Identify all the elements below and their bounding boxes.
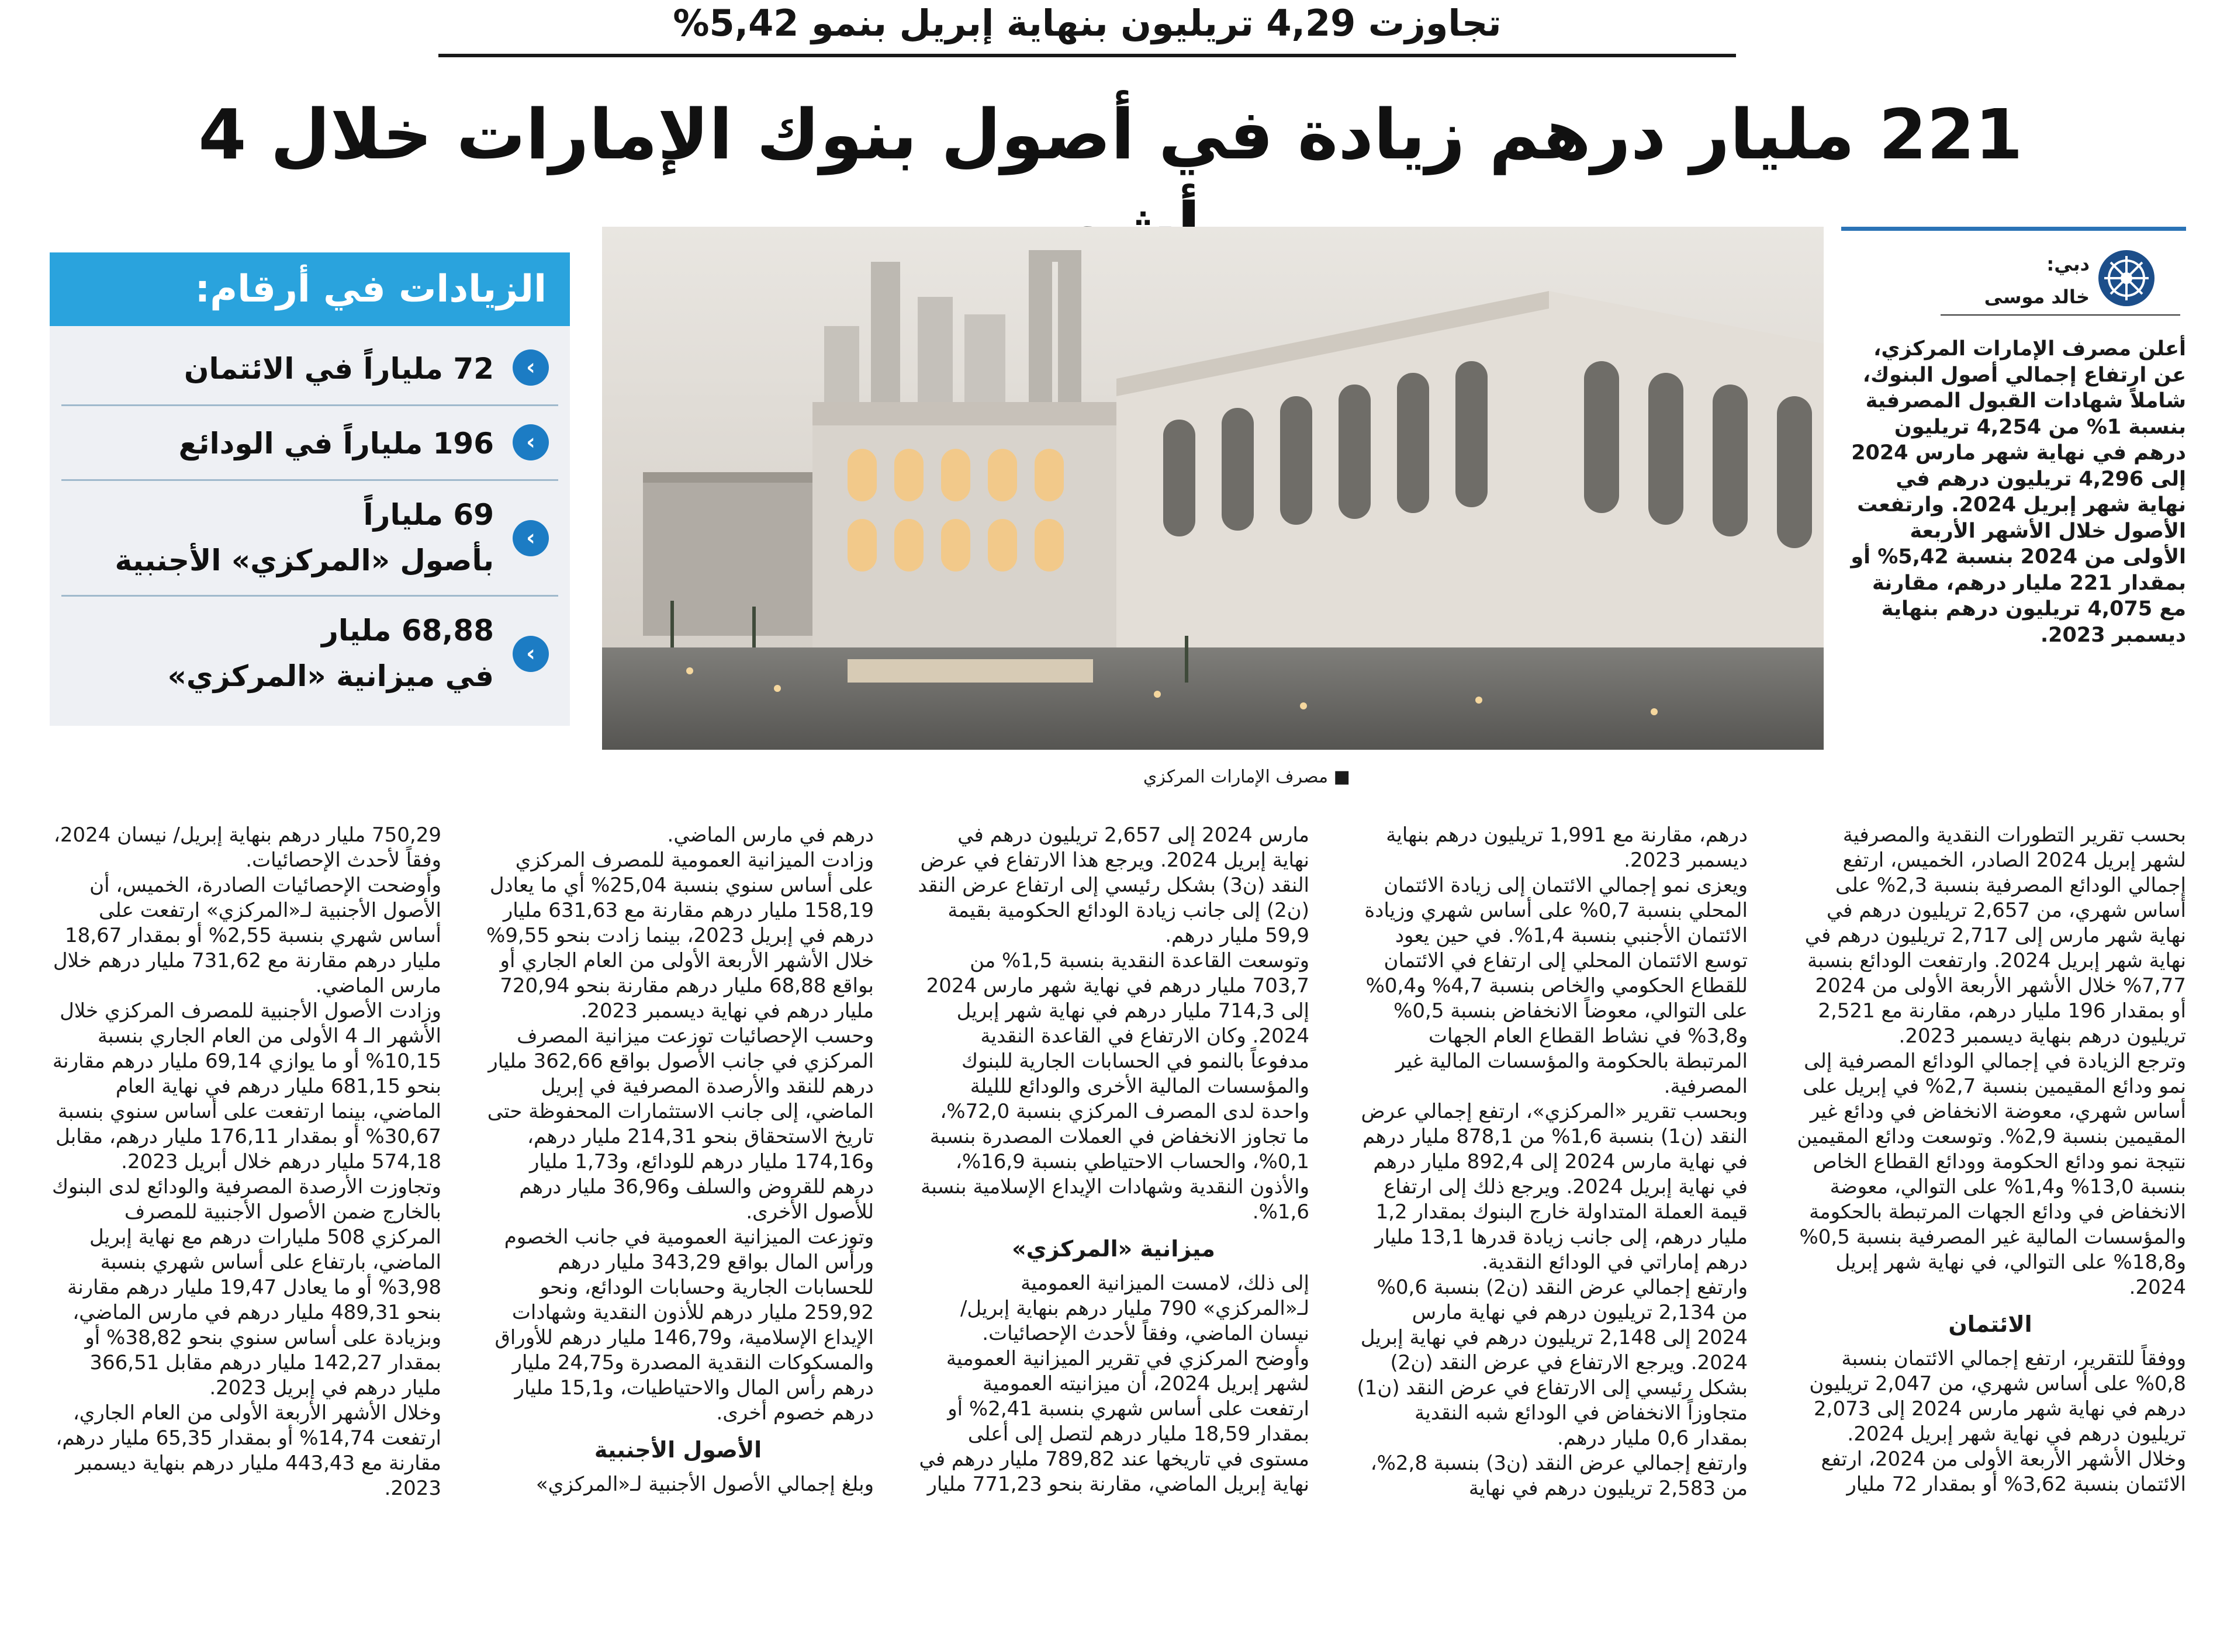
stat-line1: 68,88 مليار xyxy=(321,614,494,647)
article-paragraph: وارتفع إجمالي عرض النقد (ن2) بنسبة 0,6% من 2,134 تريليون درهم في نهاية مارس 2024 إلى 2,148 تريليون درهم في نهاية إبريل 2024. ويرجع الارتفاع في عرض النقد (ن2) بشكل رئيسي إلى الارتفاع في عرض النقد (ن1) متجاوزاً الانخفاض في الودائع شبه النقدية بمقدار 0,6 مليار درهم. xyxy=(1357,1276,1748,1450)
article-paragraph: ووفقاً للتقرير، ارتفع إجمالي الائتمان بنسبة 0,8% على أساس شهري، من 2,047 تريليون درهم في نهاية شهر مارس 2024 إلى 2,073 تريليون درهم في نهاية شهر إبريل 2024. وخلال الأشهر الأربعة الأولى من 2024، ارتفع الائتمان بنسبة 3,62% أو بمقدار 72 مليار xyxy=(1809,1347,2186,1496)
stat-line2: بأصول «المركزي» الأجنبية xyxy=(115,543,494,577)
article-paragraph: مارس 2024 إلى 2,657 تريليون درهم في نهاية إبريل 2024. ويرجع هذا الارتفاع في عرض النقد (ن3) بشكل رئيسي إلى ارتفاع عرض النقد (ن2) إلى جانب زيادة الودائع الحكومية بقيمة 59,9 مليار درهم. xyxy=(918,823,1309,947)
newspaper-logo-icon xyxy=(2098,250,2155,306)
stat-item-credit xyxy=(61,334,558,406)
stats-header xyxy=(50,252,570,326)
author-name: خالد موسى xyxy=(1984,286,2090,308)
stats-title: الزيادات في أرقام: xyxy=(195,268,547,311)
article-column-4 xyxy=(482,823,874,1647)
stat-item-balance-sheet xyxy=(61,600,558,711)
article-paragraph: إلى ذلك، لامست الميزانية العمومية لـ«المركزي» 790 مليار درهم بنهاية إبريل/ نيسان الماضي، وفقاً لأحدث الإحصائيات. xyxy=(960,1272,1309,1345)
article-column-3 xyxy=(918,823,1309,1647)
article-paragraph: وأوضحت الإحصائيات الصادرة، الخميس، أن الأصول الأجنبية لـ«المركزي» ارتفعت على أساس شهري بنسبة 2,55% أو بمقدار 18,67 مليار درهم مقارنة مع 731,62 مليار درهم خلال مارس الماضي. xyxy=(53,874,441,998)
article-paragraph: 750,29 مليار درهم بنهاية إبريل/ نيسان 2024، وفقاً لأحدث الإحصائيات. xyxy=(53,823,441,872)
article-paragraph: وتجاوزت الأرصدة المصرفية والودائع لدى البنوك بالخارج ضمن الأصول الأجنبية للمصرف المركزي 508 مليارات درهم مع نهاية إبريل الماضي، بارتفاع على أساس شهري بنسبة 3,98% أو ما يعادل 19,47 مليار درهم مقارنة بنحو 489,31 مليار درهم في مارس الماضي، وبزيادة على أساس سنوي بنحو 38,82% أو بمقدار 142,27 مليار درهم مقابل 366,51 مليار درهم في إبريل 2023. xyxy=(52,1175,441,1400)
headline: 221 مليار درهم زيادة في أصول بنوك الإمارات خلال 4 xyxy=(198,94,2023,175)
article-paragraph: درهم في مارس الماضي. xyxy=(667,823,874,847)
stats-box xyxy=(50,252,570,726)
stat-line1: 69 ملياراً xyxy=(363,498,494,532)
article-paragraph: وأوضح المركزي في تقرير الميزانية العمومية لشهر إبريل 2024، أن ميزانيته العمومية ارتفعت على أساس شهري بنسبة 2,41% أو بمقدار 18,59 مليار درهم لتصل إلى أعلى مستوى في تاريخها عند 789,82 مليار درهم في نهاية إبريل الماضي، مقارنة بنحو 771,23 مليار xyxy=(919,1347,1309,1496)
stat-line1: 196 ملياراً في الودائع xyxy=(178,427,494,460)
article-column-1 xyxy=(1794,823,2186,1647)
dateline: دبي: xyxy=(2046,253,2090,275)
chevron-left-icon: ‹ xyxy=(513,520,549,556)
chevron-left-icon: ‹ xyxy=(513,424,549,460)
article-paragraph: ويعزى نمو إجمالي الائتمان إلى زيادة الائتمان المحلي بنسبة 0,7% على أساس شهري وزيادة الائتمان الأجنبي بنسبة 1,4%. في حين يعود توسع الائتمان المحلي إلى ارتفاع في الائتمان للقطاع الحكومي والخاص بنسبة 4,7% و0,4% على التوالي، معوضاً الانخفاض بنسبة 0,5% و3,8% في نشاط القطاع العام الجهات المرتبطة بالحكومة والمؤسسات المالية غير المصرفية. xyxy=(1364,874,1748,1098)
article-paragraph: وحسب الإحصائيات توزعت ميزانية المصرف المركزي في جانب الأصول بواقع 362,66 مليار درهم للنقد والأرصدة المصرفية في إبريل الماضي، إلى جانب الاستثمارات المحفوظة حتى تاريخ الاستحقاق بنحو 214,31 مليار درهم، و174,16 مليار درهم للودائع، و1,73 مليار درهم للقروض والسلف و36,96 مليار درهم للأصول الأخرى. xyxy=(487,1024,874,1224)
chevron-left-icon: ‹ xyxy=(513,349,549,386)
kicker: تجاوزت 4,29 تريليون بنهاية إبريل بنمو 5,42% xyxy=(438,0,1736,57)
article-paragraph: درهم، مقارنة مع 1,991 تريليون درهم بنهاية ديسمبر 2023. xyxy=(1386,823,1748,872)
section-subhead: الأصول الأجنبية xyxy=(594,1437,762,1463)
lede-paragraph: أعلن مصرف الإمارات المركزي، عن ارتفاع إجمالي أصول البنوك، شاملاً شهادات القبول المصرفية بنسبة 1% من 4,254 تريليون درهم في نهاية شهر مارس 2024 إلى 4,296 تريليون درهم في نهاية شهر إبريل 2024. وارتفعت الأصول خلال الأشهر الأربعة الأولى من 2024 بنسبة 5,42% أو بمقدار 221 مليار درهم، مقارنة مع 4,075 تريليون درهم بنهاية ديسمبر 2023. xyxy=(1851,337,2186,647)
article-paragraph: وبلغ إجمالي الأصول الأجنبية لـ«المركزي» xyxy=(535,1473,874,1496)
article-paragraph: وتوسعت القاعدة النقدية بنسبة 1,5% من 703,7 مليار درهم في نهاية شهر مارس 2024 إلى 714,3 مليار درهم في نهاية شهر إبريل 2024. وكان الارتفاع في القاعدة النقدية مدفوعاً بالنمو في الحسابات الجارية للبنوك والمؤسسات المالية الأخرى والودائع للليلة واحدة لدى المصرف المركزي بنسبة 72,0%، ما تجاوز الانخفاض في العملات المصدرة بنسبة 0,1%، والحساب الاحتياطي بنسبة 16,9%، والأذون النقدية وشهادات الإيداع الإسلامية بنسبة 1,6%. xyxy=(921,949,1309,1224)
stat-line1: 72 ملياراً في الائتمان xyxy=(184,352,494,386)
article-paragraph: وترجع الزيادة في إجمالي الودائع المصرفية إلى نمو ودائع المقيمين بنسبة 2,7% في إبريل على أساس شهري، معوضة الانخفاض في ودائع غير المقيمين بنسبة 2,9%. وتوسعت ودائع المقيمين نتيجة نمو ودائع الحكومة وودائع القطاع الخاص بنسبة 13,0% و1,4% على التوالي، معوضة الانخفاض في ودائع الجهات المرتبطة بالحكومة والمؤسسات المالية غير المصرفية بنسبة 0,5% و18,8% على التوالي، في نهاية شهر إبريل 2024. xyxy=(1797,1050,2186,1299)
article-paragraph: بحسب تقرير التطورات النقدية والمصرفية لشهر إبريل 2024 الصادر، الخميس، ارتفع إجمالي الودائع المصرفية بنسبة 2,3% على أساس شهري، من 2,657 تريليون درهم في نهاية شهر مارس إلى 2,717 تريليون درهم في نهاية شهر إبريل 2024. وارتفعت الودائع بنسبة 7,77% خلال الأشهر الأربعة الأولى من 2024 أو بمقدار 196 مليار درهم، مقارنة مع 2,521 تريليون درهم بنهاية ديسمبر 2023. xyxy=(1804,823,2186,1048)
stat-item-deposits xyxy=(61,409,558,481)
article-column-5 xyxy=(50,823,441,1647)
article-paragraph: وبحسب تقرير «المركزي»، ارتفع إجمالي عرض النقد (ن1) بنسبة 1,6% من 878,1 مليار درهم في نهاية مارس 2024 إلى 892,4 مليار درهم في نهاية إبريل 2024. ويرجع ذلك إلى ارتفاع قيمة العملة المتداولة خارج البنوك بمقدار 1,2 مليار درهم، إلى جانب زيادة قدرها 13,1 مليار درهم إماراتي في الودائع النقدية. xyxy=(1361,1100,1748,1274)
article-column-2 xyxy=(1356,823,1748,1647)
article-paragraph: وزادت الأصول الأجنبية للمصرف المركزي خلال الأشهر الـ 4 الأولى من العام الجاري بنسبة 10,15% أو ما يوازي 69,14 مليار درهم مقارنة بنحو 681,15 مليار درهم في نهاية العام الماضي، بينما ارتفعت على أساس سنوي بنسبة 30,67% أو بمقدار 176,11 مليار درهم، مقابل 574,18 مليار درهم خلال أبريل 2023. xyxy=(52,999,441,1173)
central-bank-photo xyxy=(602,227,1824,750)
photo-caption: ■ مصرف الإمارات المركزي xyxy=(1143,767,1350,787)
stat-item-foreign-assets xyxy=(61,484,558,597)
section-subhead: ميزانية «المركزي» xyxy=(1012,1236,1215,1262)
article-paragraph: وزادت الميزانية العمومية للمصرف المركزي على أساس سنوي بنسبة 25,04% أي ما يعادل 158,19 مليار درهم مقارنة مع 631,63 مليار درهم في إبريل 2023، بينما زادت بنحو 9,55% خلال الأشهر الأربعة الأولى من العام الجاري أو بواقع 68,88 مليار درهم مقارنة بنحو 720,94 مليار درهم في نهاية ديسمبر 2023. xyxy=(486,848,874,1023)
stat-line2: في ميزانية «المركزي» xyxy=(167,659,494,693)
section-subhead: الائتمان xyxy=(1948,1311,2032,1337)
byline-rule xyxy=(1841,227,2186,231)
article-paragraph: وخلال الأشهر الأربعة الأولى من العام الجاري، ارتفعت 14,74% أو بمقدار 65,35 مليار درهم، مقارنة مع 443,43 مليار درهم بنهاية ديسمبر 2023. xyxy=(56,1401,441,1500)
author-rule xyxy=(1941,314,2180,316)
chevron-left-icon: ‹ xyxy=(513,636,549,672)
article-paragraph: وارتفع إجمالي عرض النقد (ن3) بنسبة 2,8%، من 2,583 تريليون درهم في نهاية xyxy=(1370,1452,1748,1500)
article-paragraph: وتوزعت الميزانية العمومية في جانب الخصوم ورأس المال بواقع 343,29 مليار درهم للحسابات الجارية وحسابات الودائع، ونحو 259,92 مليار درهم للأذون النقدية وشهادات الإيداع الإسلامية، و146,79 مليار درهم للأوراق والمسكوكات النقدية المصدرة و24,75 مليار درهم رأس المال والاحتياطيات، و15,1 مليار درهم خصوم أخرى. xyxy=(494,1225,874,1425)
